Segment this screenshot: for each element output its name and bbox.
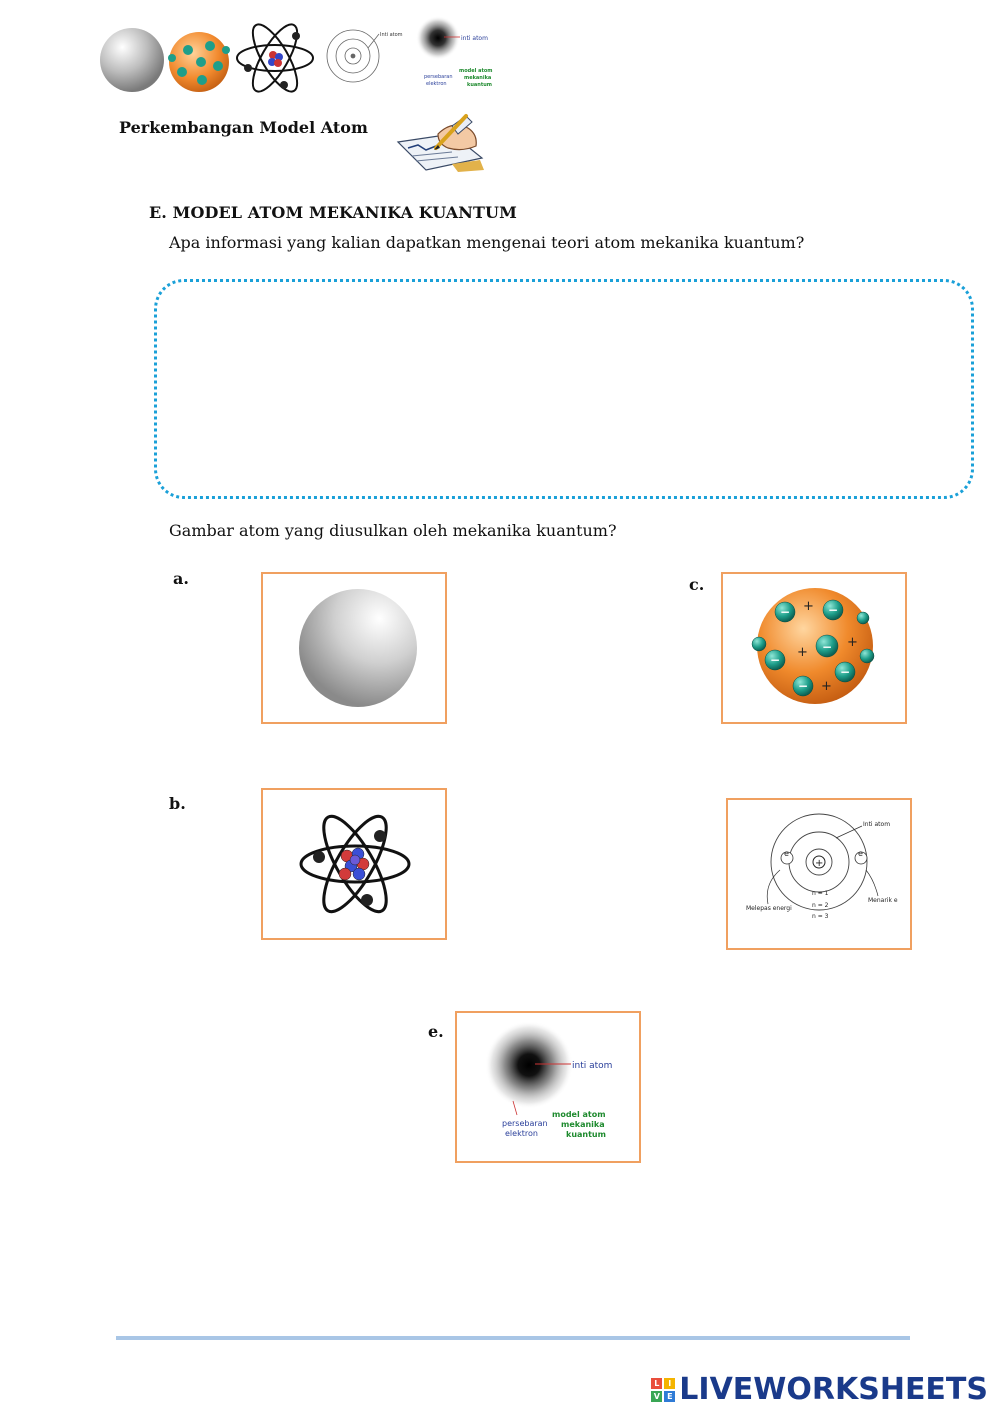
bohr-atom-image xyxy=(728,800,910,948)
svg-text:−: − xyxy=(770,653,781,667)
section-heading: E. MODEL ATOM MEKANIKA KUANTUM xyxy=(149,203,517,222)
brand-logo xyxy=(651,1372,988,1407)
svg-text:+: + xyxy=(847,635,858,650)
quantum-cloud-icon xyxy=(416,16,492,88)
footer-divider xyxy=(116,1336,910,1340)
svg-text:kuantum: kuantum xyxy=(566,1130,606,1139)
option-label-b: b. xyxy=(169,794,186,813)
svg-text:e: e xyxy=(784,849,789,858)
writing-hand-icon xyxy=(392,112,488,174)
svg-text:mekanika: mekanika xyxy=(464,75,492,81)
bohr-atom-icon xyxy=(327,30,403,82)
option-label-c: c. xyxy=(689,575,705,594)
answer-textbox[interactable] xyxy=(154,279,974,499)
option-d-image[interactable] xyxy=(726,798,912,950)
option-e-image[interactable] xyxy=(455,1011,641,1163)
svg-text:n = 2: n = 2 xyxy=(812,902,829,909)
question-text-1: Apa informasi yang kalian dapatkan mengenai teori atom mekanika kuantum? xyxy=(169,233,805,252)
svg-text:−: − xyxy=(822,640,833,654)
rutherford-atom-image xyxy=(263,790,445,938)
thomson-atom-image xyxy=(723,574,905,722)
option-label-a: a. xyxy=(173,569,189,588)
svg-text:elektron: elektron xyxy=(505,1129,538,1138)
question-text-2: Gambar atom yang diusulkan oleh mekanika kuantum? xyxy=(169,521,617,540)
option-b-image[interactable] xyxy=(261,788,447,940)
svg-text:+: + xyxy=(821,679,832,694)
thomson-atom-icon xyxy=(168,32,230,92)
svg-text:Menarik e: Menarik e xyxy=(868,897,898,904)
option-c-image[interactable] xyxy=(721,572,907,724)
svg-text:−: − xyxy=(780,605,791,619)
svg-text:+: + xyxy=(815,858,824,869)
svg-text:persebaran: persebaran xyxy=(424,74,453,80)
quantum-cloud-image xyxy=(457,1013,639,1161)
svg-text:−: − xyxy=(798,679,809,693)
svg-text:Inti atom: Inti atom xyxy=(380,32,403,38)
option-label-e: e. xyxy=(428,1022,444,1041)
svg-text:mekanika: mekanika xyxy=(561,1120,605,1129)
option-a-image[interactable] xyxy=(261,572,447,724)
dalton-sphere-image xyxy=(263,574,445,722)
svg-text:Inti atom: Inti atom xyxy=(863,821,891,828)
svg-text:inti atom: inti atom xyxy=(461,35,488,42)
svg-text:model atom: model atom xyxy=(459,68,493,74)
svg-text:−: − xyxy=(828,603,839,617)
svg-text:−: − xyxy=(840,665,851,679)
svg-text:elektron: elektron xyxy=(426,81,447,87)
svg-text:+: + xyxy=(803,599,814,614)
svg-text:persebaran: persebaran xyxy=(502,1119,548,1128)
brand-name: LIVEWORKSHEETS xyxy=(679,1372,988,1407)
page-title: Perkembangan Model Atom xyxy=(119,118,368,137)
svg-text:e: e xyxy=(858,849,863,858)
rutherford-atom-icon xyxy=(237,19,313,98)
svg-text:kuantum: kuantum xyxy=(467,82,492,88)
svg-text:n = 3: n = 3 xyxy=(812,913,829,920)
brand-blocks-icon: L I V E xyxy=(651,1378,675,1402)
svg-text:+: + xyxy=(797,645,808,660)
svg-text:model atom: model atom xyxy=(552,1110,606,1119)
svg-text:Melepas energi: Melepas energi xyxy=(746,905,792,912)
header-banner xyxy=(98,10,498,102)
svg-text:n = 1: n = 1 xyxy=(812,890,829,897)
dalton-sphere-icon xyxy=(100,28,164,92)
svg-text:inti atom: inti atom xyxy=(572,1061,613,1071)
